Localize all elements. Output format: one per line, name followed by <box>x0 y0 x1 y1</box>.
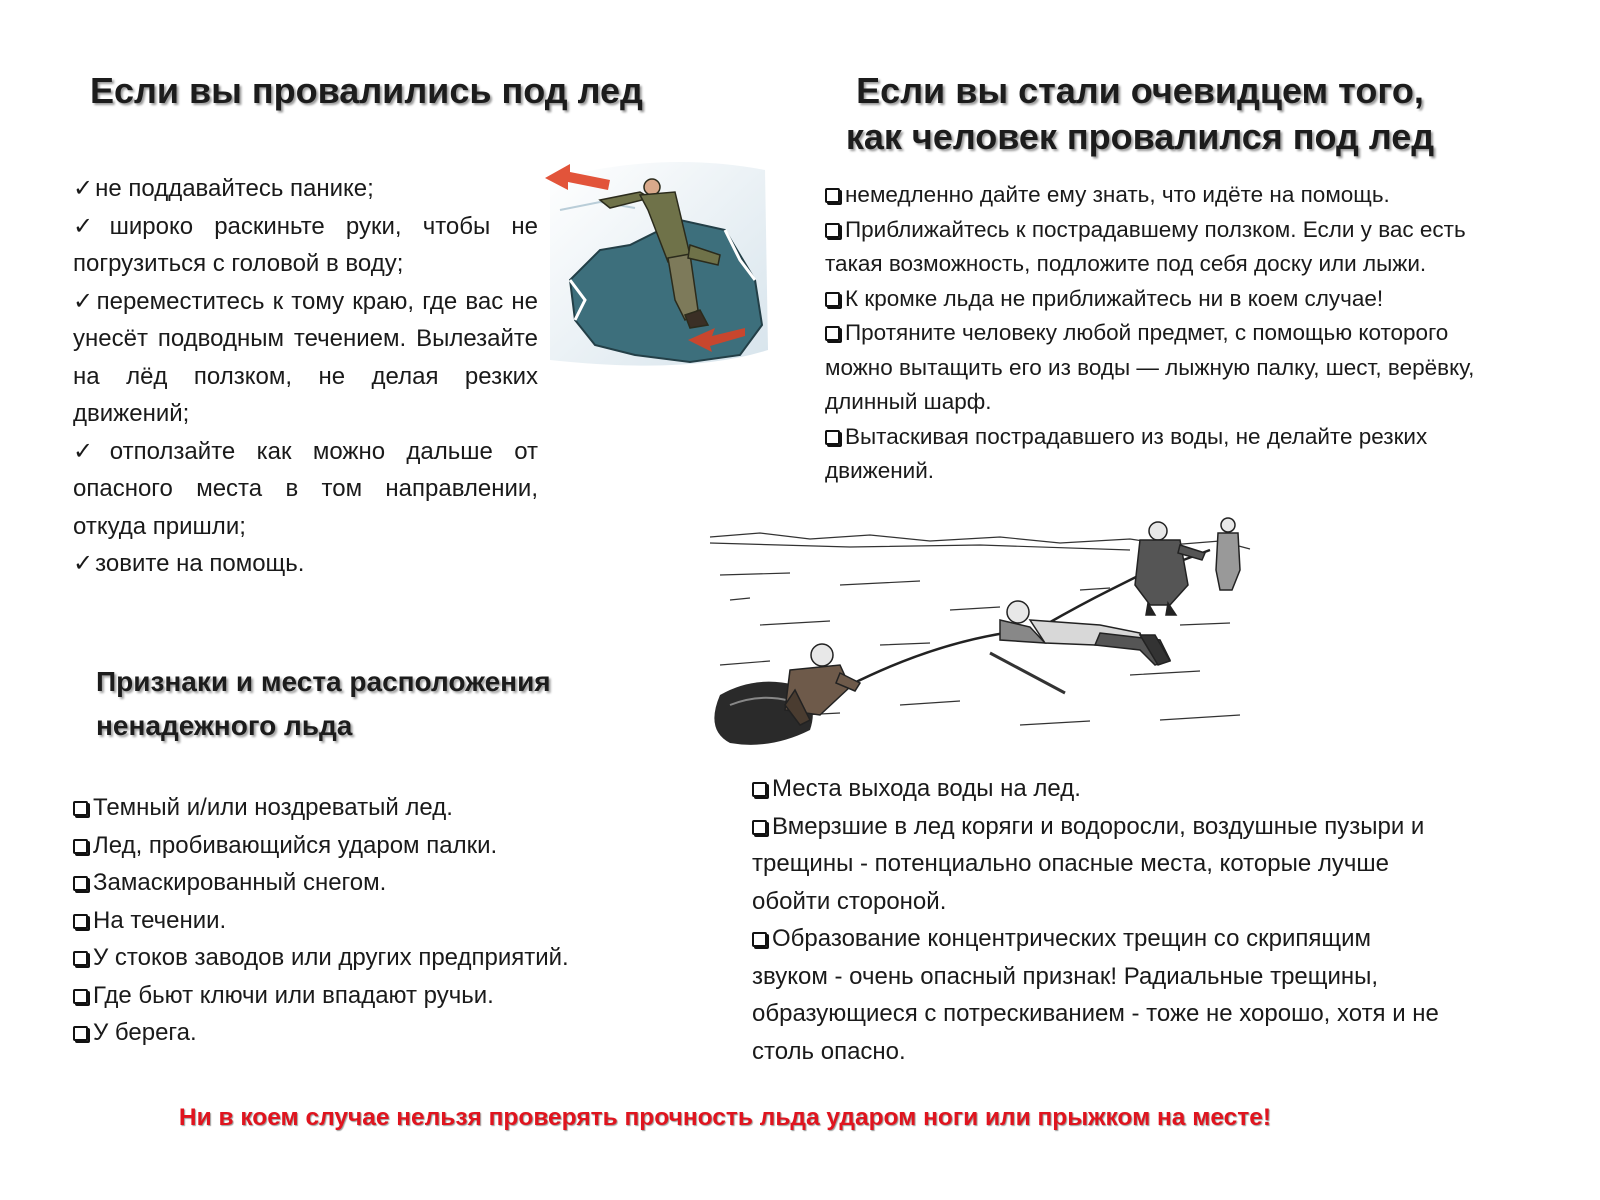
list-item: У стоков заводов или других предприятий. <box>73 939 713 977</box>
list-item: Вытаскивая пострадавшего из воды, не делайте резких движений. <box>825 423 1428 483</box>
checkbox-bullet-icon <box>73 801 88 816</box>
list-item: Темный и/или ноздреватый лед. <box>73 789 713 827</box>
list-item: ✓широко раскиньте руки, чтобы не погрузиться с головой в воду; <box>73 211 539 277</box>
person-fallen-through-ice-illustration <box>540 150 772 372</box>
checkmark-icon: ✓ <box>73 549 94 577</box>
right-checklist <box>825 178 1485 489</box>
checkbox-bullet-icon <box>752 820 767 835</box>
checkmark-icon: ✓ <box>73 174 94 202</box>
list-item: Вмерзшие в лед коряги и водоросли, воздушные пузыри и трещины - потенциально опасные места, которые лучше обойти стороной. <box>752 812 1425 915</box>
signs-list-left <box>73 789 713 1052</box>
list-item: ✓зовите на помощь. <box>73 549 305 577</box>
checkbox-bullet-icon <box>825 430 840 445</box>
list-item: Места выхода воды на лед. <box>752 770 1442 808</box>
list-item: немедленно дайте ему знать, что идёте на помощь. <box>825 178 1485 213</box>
checkbox-bullet-icon <box>73 839 88 854</box>
signs-list-right <box>752 770 1442 1070</box>
list-item: ✓переместитесь к тому краю, где вас не унесёт подводным течением. Вылезайте на лёд ползком, не делая резких движений; <box>73 286 539 427</box>
checkbox-bullet-icon <box>73 989 88 1004</box>
list-item: Образование концентрических трещин со скрипящим звуком - очень опасный признак! Радиальные трещины, образующиеся с потрескиванием - тоже не хорошо, хотя и не столь опасно. <box>752 925 1439 1065</box>
list-item: ✓не поддавайтесь панике; <box>73 174 374 202</box>
ice-rescue-chain-illustration <box>700 515 1260 765</box>
warning-text: Ни в коем случае нельзя проверять прочность льда ударом ноги или прыжком на месте! <box>178 1104 1272 1131</box>
right-section-title <box>830 68 1450 160</box>
left-section-title: Если вы провалились под лед <box>90 70 643 111</box>
checkbox-bullet-icon <box>752 932 767 947</box>
left-checklist <box>73 170 538 583</box>
list-item: ✓отползайте как можно дальше от опасного места в том направлении, откуда пришли; <box>73 436 539 540</box>
checkbox-bullet-icon <box>825 188 840 203</box>
checkmark-icon: ✓ <box>73 286 95 315</box>
checkbox-bullet-icon <box>825 292 840 307</box>
checkbox-bullet-icon <box>73 951 88 966</box>
list-item: У берега. <box>73 1014 713 1052</box>
checkbox-bullet-icon <box>73 876 88 891</box>
checkbox-bullet-icon <box>752 782 767 797</box>
list-item: Приближайтесь к пострадавшему ползком. Если у вас есть такая возможность, подложите под себя доску или лыжи. <box>825 216 1466 276</box>
signs-title-line-2: ненадежного льда <box>96 710 353 741</box>
list-item: Лед, пробивающийся ударом палки. <box>73 827 713 865</box>
right-title-line-1: Если вы стали очевидцем того, <box>856 70 1424 111</box>
list-item: Протяните человеку любой предмет, с помощью которого можно вытащить его из воды — лыжную палку, шест, верёвку, длинный шарф. <box>825 320 1475 414</box>
checkbox-bullet-icon <box>73 914 88 929</box>
checkbox-bullet-icon <box>825 223 840 238</box>
right-title-line-2: как человек провалился под лед <box>845 116 1435 157</box>
checkbox-bullet-icon <box>825 326 840 341</box>
list-item: На течении. <box>73 902 713 940</box>
signs-title-line-1: Признаки и места расположения <box>96 666 551 697</box>
checkmark-icon: ✓ <box>73 211 108 240</box>
list-item: К кромке льда не приближайтесь ни в коем случае! <box>825 282 1485 317</box>
signs-section-title <box>96 660 551 748</box>
checkbox-bullet-icon <box>73 1026 88 1041</box>
checkmark-icon: ✓ <box>73 436 108 465</box>
list-item: Замаскированный снегом. <box>73 864 713 902</box>
list-item: Где бьют ключи или впадают ручьи. <box>73 977 713 1015</box>
